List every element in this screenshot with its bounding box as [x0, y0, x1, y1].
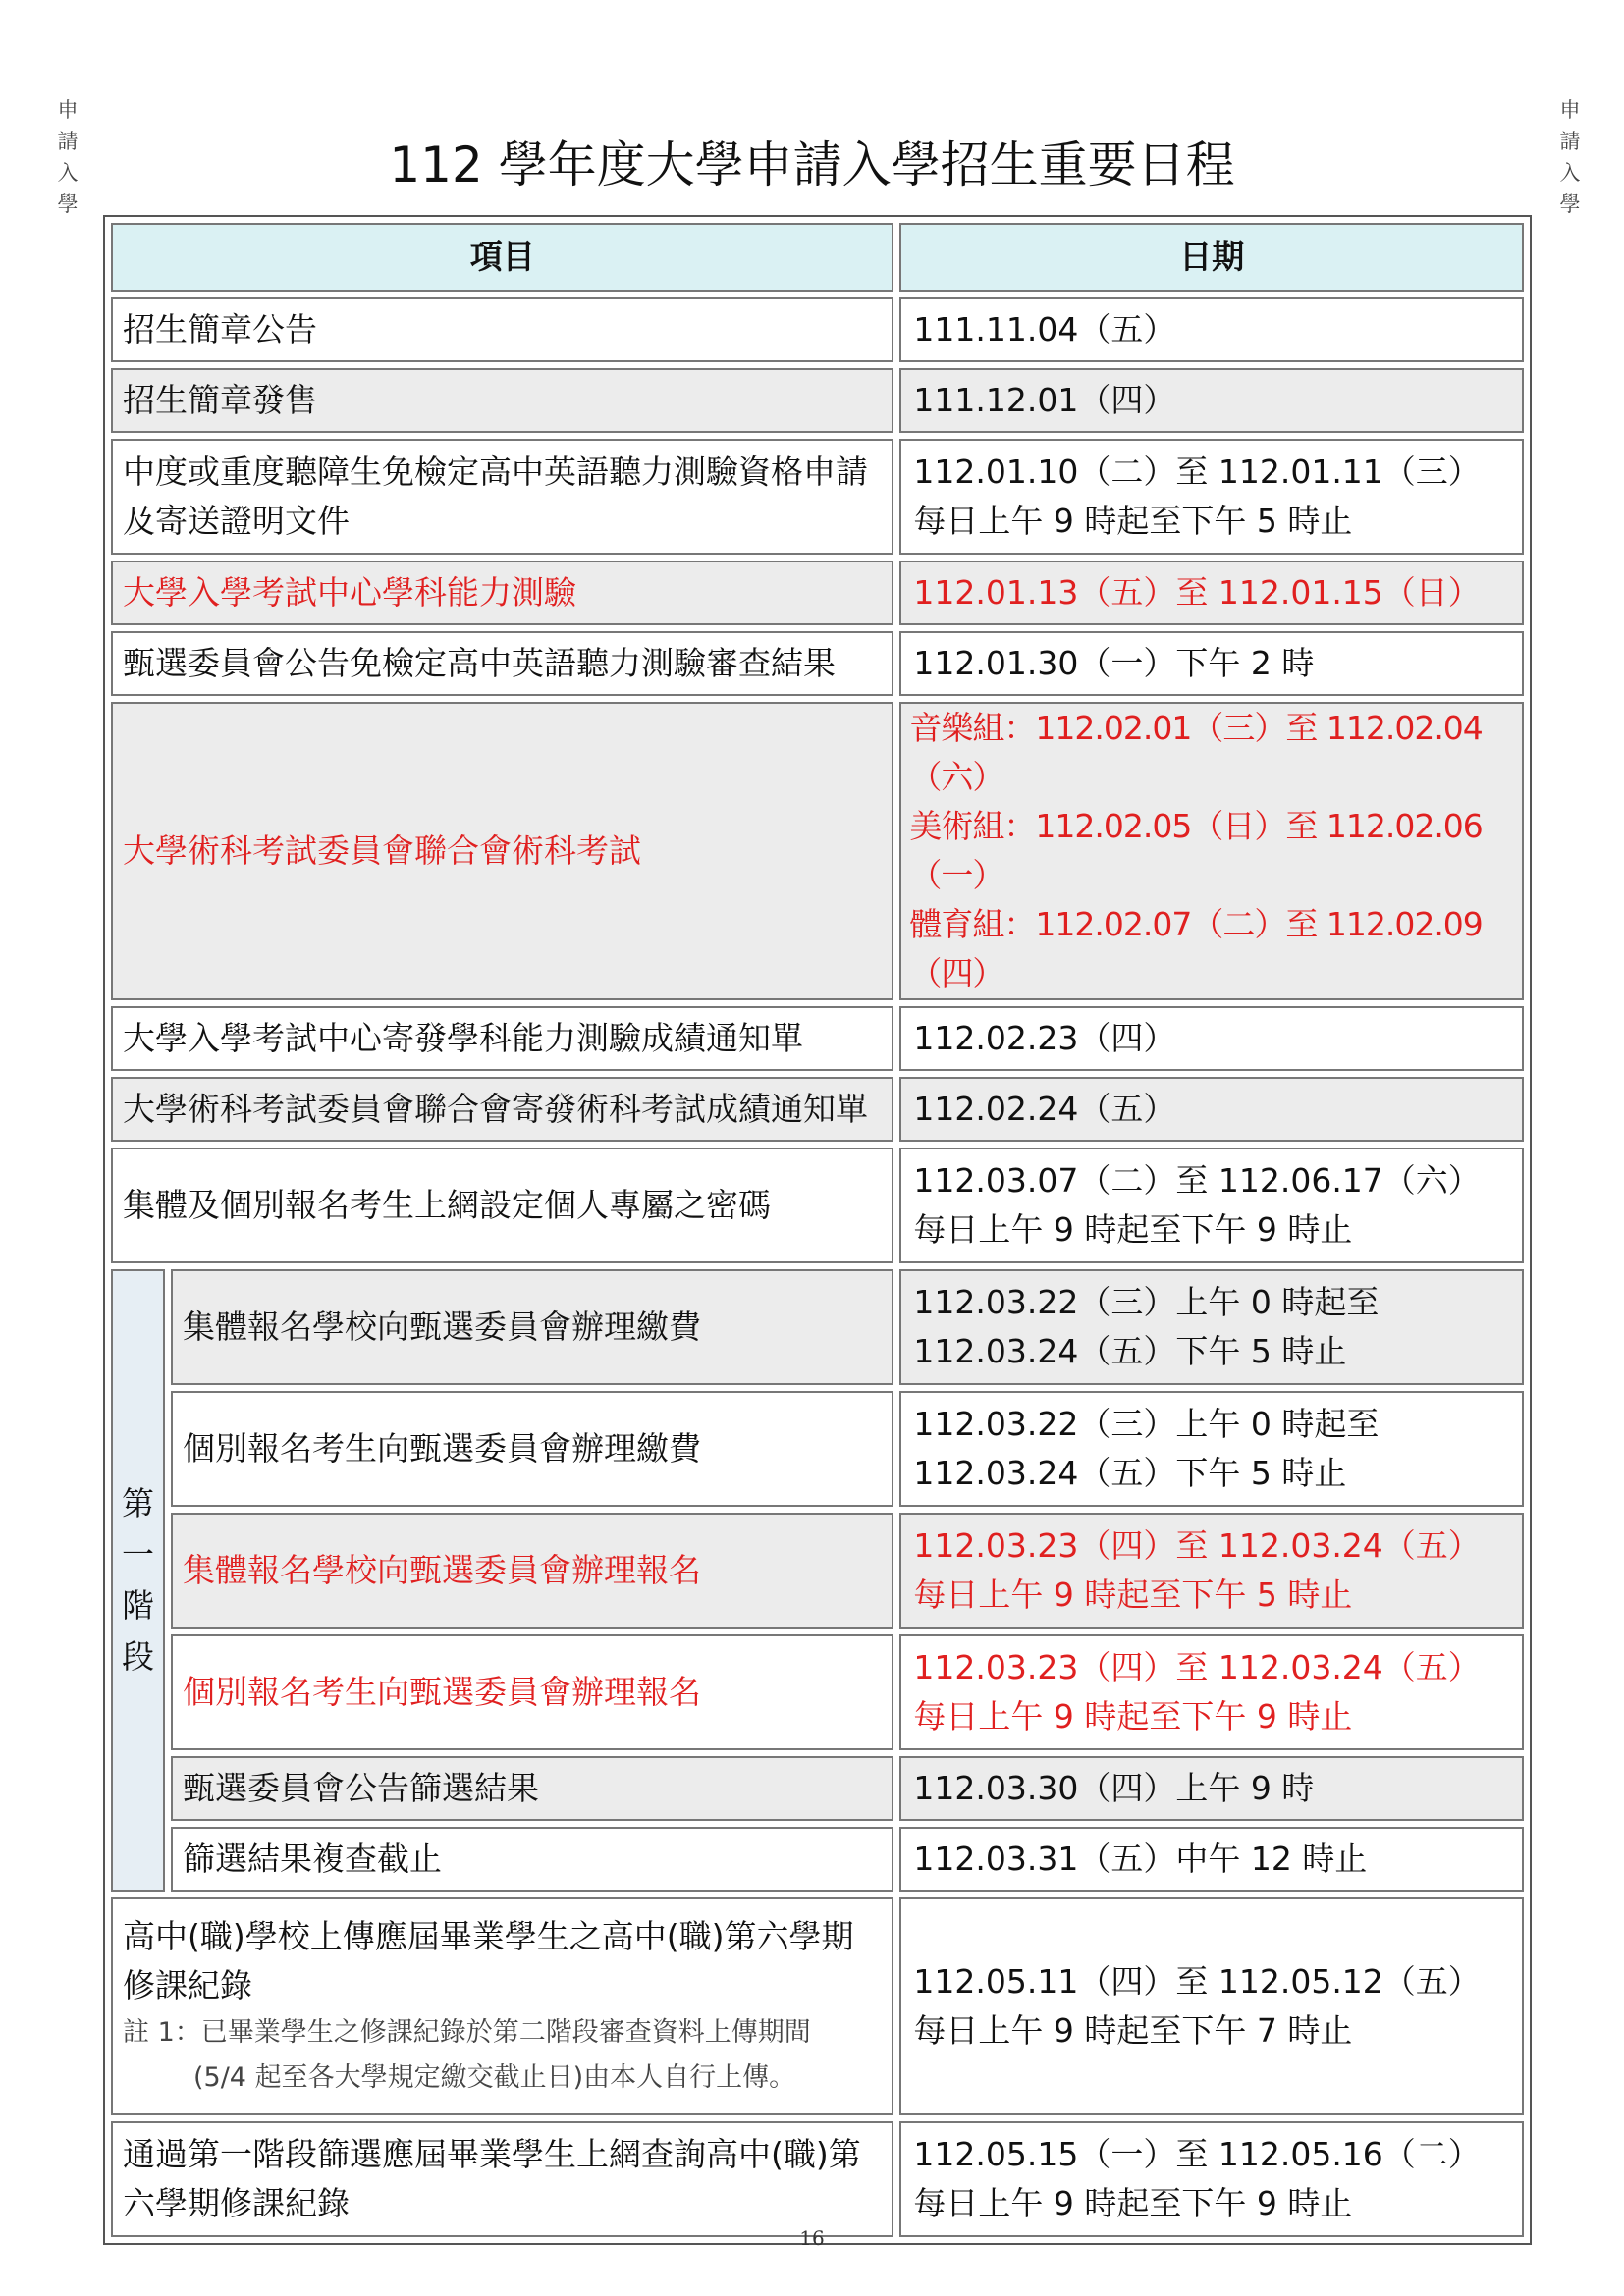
date-line: 112.03.23（四）至 112.03.24（五） [913, 1648, 1481, 1686]
schedule-table [103, 215, 1532, 2245]
table-row [111, 1148, 1524, 1263]
side-tab-char: 學 [57, 192, 79, 216]
row-item: 集體報名學校向甄選委員會辦理報名 [171, 1513, 893, 1629]
item-line: 通過第一階段篩選應屆畢業學生上網查詢高中(職)第 [123, 2135, 861, 2173]
date-line: 美術組：112.02.05（日）至 112.02.06（一） [909, 807, 1483, 894]
row-item: 招生簡章發售 [111, 368, 893, 433]
table-header-row [111, 223, 1524, 292]
side-tab-char: 申 [57, 98, 79, 122]
phase-label-char: 階 [122, 1586, 154, 1625]
side-tab-char: 入 [1559, 161, 1581, 185]
row-date: 112.03.31（五）中午 12 時止 [899, 1827, 1524, 1892]
date-line: 112.05.11（四）至 112.05.12（五） [913, 1962, 1481, 2001]
table-row [111, 1269, 1524, 1385]
phase-label-char: 段 [122, 1637, 154, 1676]
header-item: 項目 [111, 223, 893, 292]
date-line: 112.03.23（四）至 112.03.24（五） [913, 1526, 1481, 1565]
table-row [111, 1827, 1524, 1892]
table-row [111, 1756, 1524, 1821]
row-item: 中度或重度聽障生免檢定高中英語聽力測驗資格申請及寄送證明文件 [111, 439, 893, 555]
side-tab-char: 學 [1559, 192, 1581, 216]
row-date [899, 1897, 1524, 2115]
row-date [899, 702, 1524, 1000]
date-line: 112.03.24（五）下午 5 時止 [913, 1454, 1347, 1492]
side-tab-char: 請 [1559, 130, 1581, 153]
table-row [111, 702, 1524, 1000]
row-item: 大學術科考試委員會聯合會術科考試 [111, 702, 893, 1000]
row-date [899, 2121, 1524, 2237]
row-item: 大學入學考試中心學科能力測驗 [111, 561, 893, 625]
date-line: 每日上午 9 時起至下午 5 時止 [913, 502, 1353, 540]
date-line: 112.03.22（三）上午 0 時起至 [913, 1283, 1380, 1321]
row-item: 個別報名考生向甄選委員會辦理繳費 [171, 1391, 893, 1507]
row-item: 大學術科考試委員會聯合會寄發術科考試成績通知單 [111, 1077, 893, 1142]
row-item [111, 2121, 893, 2237]
header-date: 日期 [899, 223, 1524, 292]
row-date: 112.02.24（五） [899, 1077, 1524, 1142]
row-item: 大學入學考試中心寄發學科能力測驗成績通知單 [111, 1006, 893, 1071]
row-date [899, 439, 1524, 555]
side-tab-char: 申 [1559, 98, 1581, 122]
page-number: 16 [799, 2226, 825, 2250]
table-row [111, 1391, 1524, 1507]
row-note: (5/4 起至各大學規定繳交截止日)由本人自行上傳。 [193, 2062, 796, 2093]
row-item: 篩選結果複查截止 [171, 1827, 893, 1892]
date-line: 每日上午 9 時起至下午 9 時止 [913, 2184, 1353, 2222]
row-item: 集體報名學校向甄選委員會辦理繳費 [171, 1269, 893, 1385]
row-item: 甄選委員會公告免檢定高中英語聽力測驗審查結果 [111, 631, 893, 696]
table-row [111, 1077, 1524, 1142]
row-item: 個別報名考生向甄選委員會辦理報名 [171, 1634, 893, 1750]
item-line: 高中(職)學校上傳應屆畢業學生之高中(職)第六學期 [123, 1917, 854, 1955]
row-item [111, 1897, 893, 2115]
table-row [111, 1513, 1524, 1629]
item-line: 修課紀錄 [123, 1966, 252, 2004]
row-date: 112.02.23（四） [899, 1006, 1524, 1071]
date-line: 112.03.22（三）上午 0 時起至 [913, 1405, 1380, 1443]
date-line: 音樂組：112.02.01（三）至 112.02.04（六） [909, 709, 1483, 796]
date-line: 112.01.10（二）至 112.01.11（三） [913, 453, 1481, 491]
table-row [111, 1634, 1524, 1750]
row-date: 112.01.13（五）至 112.01.15（日） [899, 561, 1524, 625]
date-line: 112.03.24（五）下午 5 時止 [913, 1332, 1347, 1370]
table-row [111, 2121, 1524, 2237]
row-item: 甄選委員會公告篩選結果 [171, 1756, 893, 1821]
phase-label-char: 第 [122, 1484, 154, 1522]
date-line: 112.03.07（二）至 112.06.17（六） [913, 1161, 1481, 1200]
row-date [899, 1269, 1524, 1385]
table-row [111, 1897, 1524, 2115]
row-date: 112.03.30（四）上午 9 時 [899, 1756, 1524, 1821]
date-line: 每日上午 9 時起至下午 7 時止 [913, 2011, 1353, 2050]
date-line: 112.05.15（一）至 112.05.16（二） [913, 2135, 1481, 2173]
row-date [899, 1391, 1524, 1507]
date-line: 每日上午 9 時起至下午 5 時止 [913, 1575, 1353, 1614]
row-item: 招生簡章公告 [111, 297, 893, 362]
row-date: 111.11.04（五） [899, 297, 1524, 362]
item-line: 六學期修課紀錄 [123, 2184, 350, 2222]
table-row [111, 368, 1524, 433]
row-item: 集體及個別報名考生上網設定個人專屬之密碼 [111, 1148, 893, 1263]
table-row [111, 561, 1524, 625]
row-date [899, 1634, 1524, 1750]
row-date: 111.12.01（四） [899, 368, 1524, 433]
side-tab-char: 入 [57, 161, 79, 185]
date-line: 體育組：112.02.07（二）至 112.02.09（四） [909, 905, 1483, 992]
row-note: 註 1：已畢業學生之修課紀錄於第二階段審查資料上傳期間 [123, 2017, 811, 2048]
date-line: 每日上午 9 時起至下午 9 時止 [913, 1697, 1353, 1735]
date-line: 每日上午 9 時起至下午 9 時止 [913, 1210, 1353, 1249]
table-row [111, 1006, 1524, 1071]
phase-label-char: 一 [122, 1535, 154, 1574]
side-tab-char: 請 [57, 130, 79, 153]
table-row [111, 439, 1524, 555]
page-title: 112 學年度大學申請入學招生重要日程 [389, 136, 1235, 193]
table-row [111, 297, 1524, 362]
row-date [899, 1148, 1524, 1263]
phase-one-label [111, 1269, 165, 1892]
row-date: 112.01.30（一）下午 2 時 [899, 631, 1524, 696]
row-date [899, 1513, 1524, 1629]
table-row [111, 631, 1524, 696]
